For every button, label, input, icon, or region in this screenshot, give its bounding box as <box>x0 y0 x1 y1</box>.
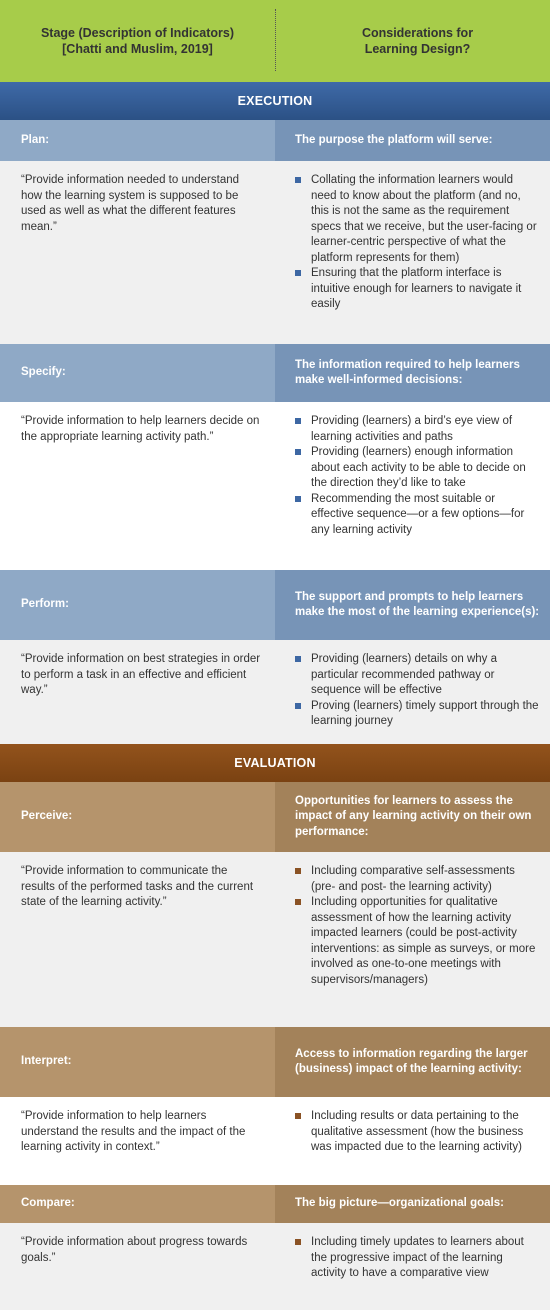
stage-consideration: The big picture—organizational goals: <box>275 1185 550 1223</box>
header-stage-column: Stage (Description of Indicators) [Chatti and Muslim, 2019] <box>40 26 235 56</box>
considerations-list <box>275 402 550 570</box>
considerations-list <box>275 640 550 744</box>
content-row-interpret <box>0 1097 550 1185</box>
stage-description: “Provide information to communicate the results of the performed tasks and the current state of the learning activity.” <box>0 852 275 1027</box>
stage-description: “Provide information to help learners understand the results and the impact of the learning activity in context.” <box>0 1097 275 1185</box>
stage-row-perform <box>0 570 550 640</box>
square-bullet-icon <box>295 449 301 455</box>
section-title-evaluation: EVALUATION <box>0 744 550 782</box>
list-item: Ensuring that the platform interface is intuitive enough for learners to navigate it easily <box>293 266 540 313</box>
square-bullet-icon <box>295 418 301 424</box>
square-bullet-icon <box>295 656 301 662</box>
considerations-list <box>275 1097 550 1185</box>
stage-row-specify <box>0 344 550 402</box>
stage-row-compare <box>0 1185 550 1223</box>
list-item: Recommending the most suitable or effective sequence—or a few options—for any learning activity <box>293 492 540 539</box>
list-item: Collating the information learners would need to know about the platform (and no, this is not the same as the requirement specs that we receive, but the user-facing or learner-centric perspective of what the platform represents for them) <box>293 173 540 266</box>
considerations-list <box>275 161 550 344</box>
stage-name: Perform: <box>0 570 275 640</box>
stage-row-interpret <box>0 1027 550 1097</box>
content-row-specify <box>0 402 550 570</box>
evaluation-section <box>0 744 550 1310</box>
square-bullet-icon <box>295 899 301 905</box>
list-item: Including results or data pertaining to the qualitative assessment (how the business was impacted due to the learning activity) <box>293 1109 540 1156</box>
list-item: Providing (learners) enough information about each activity to be able to decide on the direction they’d like to take <box>293 445 540 492</box>
stage-description: “Provide information to help learners decide on the appropriate learning activity path.” <box>0 402 275 570</box>
stage-description: “Provide information about progress towards goals.” <box>0 1223 275 1310</box>
list-item: Providing (learners) a bird’s eye view of learning activities and paths <box>293 414 540 445</box>
stage-name: Plan: <box>0 120 275 161</box>
section-title-execution: EXECUTION <box>0 82 550 120</box>
list-item: Including timely updates to learners about the progressive impact of the learning activity to have a comparative view <box>293 1235 540 1282</box>
square-bullet-icon <box>295 177 301 183</box>
square-bullet-icon <box>295 496 301 502</box>
header-divider <box>275 9 276 71</box>
table-header <box>0 0 550 82</box>
square-bullet-icon <box>295 1239 301 1245</box>
square-bullet-icon <box>295 1113 301 1119</box>
list-item: Including opportunities for qualitative assessment of how the learning activity impacted learners (could be post-activity interventions: as simple as surveys, or more involved as one-to-one meetings with supervisors/managers) <box>293 895 540 988</box>
stage-description: “Provide information needed to understand how the learning system is supposed to be used as well as what the different features mean.” <box>0 161 275 344</box>
header-considerations-column: Considerations for Learning Design? <box>361 26 474 56</box>
list-item: Including comparative self-assessments (pre- and post- the learning activity) <box>293 864 540 895</box>
list-item: Proving (learners) timely support through the learning journey <box>293 699 540 730</box>
stage-consideration: The support and prompts to help learners make the most of the learning experience(s): <box>275 570 550 640</box>
stage-name: Specify: <box>0 344 275 402</box>
stage-name: Perceive: <box>0 782 275 852</box>
stage-name: Interpret: <box>0 1027 275 1097</box>
content-row-compare <box>0 1223 550 1310</box>
content-row-perceive <box>0 852 550 1027</box>
stage-consideration: Access to information regarding the larger (business) impact of the learning activity: <box>275 1027 550 1097</box>
square-bullet-icon <box>295 270 301 276</box>
stage-row-plan <box>0 120 550 161</box>
stage-consideration: Opportunities for learners to assess the impact of any learning activity on their own performance: <box>275 782 550 852</box>
execution-section <box>0 82 550 744</box>
stage-consideration: The purpose the platform will serve: <box>275 120 550 161</box>
stage-description: “Provide information on best strategies in order to perform a task in an effective and efficient way.” <box>0 640 275 744</box>
content-row-perform <box>0 640 550 744</box>
stage-name: Compare: <box>0 1185 275 1223</box>
square-bullet-icon <box>295 703 301 709</box>
considerations-list <box>275 1223 550 1310</box>
list-item: Providing (learners) details on why a particular recommended pathway or sequence will be effective <box>293 652 540 699</box>
content-row-plan <box>0 161 550 344</box>
stage-row-perceive <box>0 782 550 852</box>
square-bullet-icon <box>295 868 301 874</box>
considerations-list <box>275 852 550 1027</box>
stage-consideration: The information required to help learners make well-informed decisions: <box>275 344 550 402</box>
